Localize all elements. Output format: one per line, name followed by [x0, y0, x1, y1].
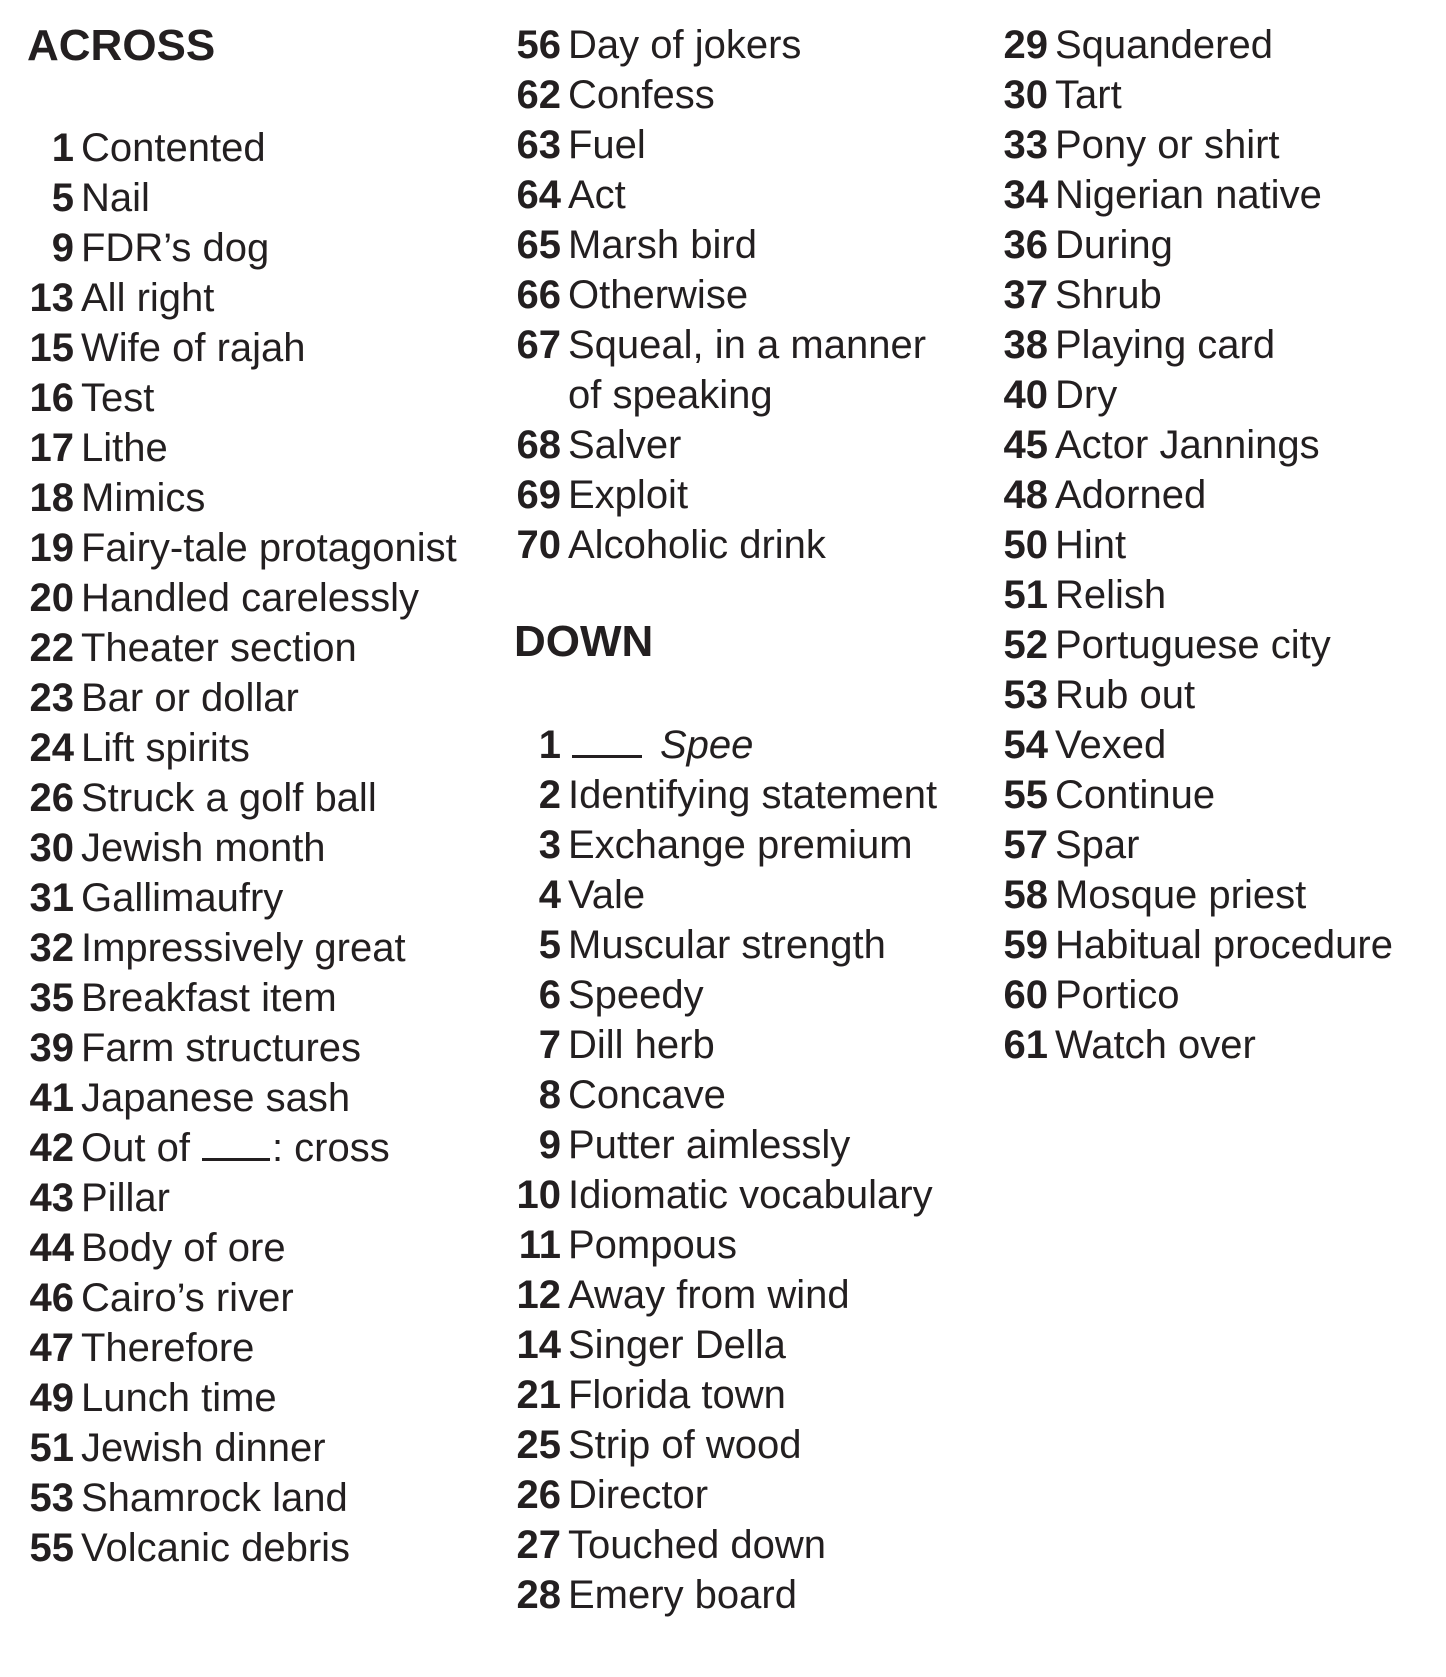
across-clue-31: 31 Gallimaufry	[29, 876, 284, 920]
across-clue-62: 62 Confess	[516, 73, 715, 117]
across-clue-42: 42 Out of : cross	[29, 1126, 390, 1170]
across-clue-18: 18 Mimics	[29, 476, 206, 520]
down-clue-2: 2 Identifying statement	[538, 773, 938, 817]
across-clue-35: 35 Breakfast item	[29, 976, 337, 1020]
down-clue-57: 57 Spar	[1003, 823, 1140, 867]
across-clue-22: 22 Theater section	[29, 626, 357, 670]
down-clue-9: 9 Putter aimlessly	[538, 1123, 851, 1167]
down-clue-34: 34 Nigerian native	[1003, 173, 1322, 217]
down-clue-11: 11 Pompous	[518, 1223, 737, 1267]
across-clue-68: 68 Salver	[516, 423, 682, 467]
across-clue-67: 67 Squeal, in a manner	[516, 323, 927, 367]
down-clue-3: 3 Exchange premium	[538, 823, 913, 867]
down-clue-60: 60 Portico	[1003, 973, 1180, 1017]
across-clue-39: 39 Farm structures	[29, 1026, 362, 1070]
across-clue-30: 30 Jewish month	[29, 826, 326, 870]
across-clue-63: 63 Fuel	[516, 123, 646, 167]
down-clue-52: 52 Portuguese city	[1003, 623, 1331, 667]
across-clue-55: 55 Volcanic debris	[29, 1526, 351, 1570]
down-clue-5: 5 Muscular strength	[538, 923, 886, 967]
across-clue-24: 24 Lift spirits	[29, 726, 250, 770]
down-clue-27: 27 Touched down	[516, 1523, 826, 1567]
across-clue-66: 66 Otherwise	[516, 273, 749, 317]
across-clue-44: 44 Body of ore	[29, 1226, 286, 1270]
down-clue-30: 30 Tart	[1003, 73, 1122, 117]
across-clue-46: 46 Cairo’s river	[29, 1276, 294, 1320]
across-clue-5: 5 Nail	[51, 176, 150, 220]
down-clue-26: 26 Director	[516, 1473, 709, 1517]
down-clue-51: 51 Relish	[1003, 573, 1167, 617]
down-clue-36: 36 During	[1003, 223, 1173, 267]
down-heading: DOWN	[514, 617, 654, 666]
down-clue-21: 21 Florida town	[516, 1373, 786, 1417]
down-clue-25: 25 Strip of wood	[516, 1423, 802, 1467]
across-clue-17: 17 Lithe	[29, 426, 168, 470]
down-clue-53: 53 Rub out	[1003, 673, 1196, 717]
across-clue-53: 53 Shamrock land	[29, 1476, 348, 1520]
down-clue-40: 40 Dry	[1003, 373, 1118, 417]
across-clue-15: 15 Wife of rajah	[29, 326, 306, 370]
down-clue-50: 50 Hint	[1003, 523, 1127, 567]
across-clue-47: 47 Therefore	[29, 1326, 255, 1370]
down-clue-7: 7 Dill herb	[538, 1023, 715, 1067]
down-clue-58: 58 Mosque priest	[1003, 873, 1307, 917]
down-clue-6: 6 Speedy	[538, 973, 704, 1017]
down-clue-55: 55 Continue	[1003, 773, 1216, 817]
down-clue-37: 37 Shrub	[1003, 273, 1162, 317]
across-clue-13: 13 All right	[29, 276, 215, 320]
answer-blank	[202, 1126, 270, 1161]
down-clue-28: 28 Emery board	[516, 1573, 797, 1617]
down-clue-48: 48 Adorned	[1003, 473, 1207, 517]
across-clue-64: 64 Act	[516, 173, 626, 217]
across-clue-51: 51 Jewish dinner	[29, 1426, 326, 1470]
across-heading: ACROSS	[27, 21, 216, 70]
down-clue-29: 29 Squandered	[1003, 23, 1273, 67]
across-clue-67-line2: of speaking	[568, 373, 773, 417]
down-clue-54: 54 Vexed	[1003, 723, 1167, 767]
down-clue-33: 33 Pony or shirt	[1003, 123, 1280, 167]
across-clue-49: 49 Lunch time	[29, 1376, 277, 1420]
down-clue-59: 59 Habitual procedure	[1003, 923, 1393, 967]
down-clue-14: 14 Singer Della	[516, 1323, 786, 1367]
across-clue-70: 70 Alcoholic drink	[516, 523, 826, 567]
across-clue-65: 65 Marsh bird	[516, 223, 757, 267]
down-clue-8: 8 Concave	[538, 1073, 726, 1117]
across-clue-23: 23 Bar or dollar	[29, 676, 299, 720]
answer-blank	[572, 723, 642, 758]
down-clue-38: 38 Playing card	[1003, 323, 1276, 367]
across-clue-1: 1 Contented	[51, 126, 266, 170]
across-clue-9: 9 FDR’s dog	[51, 226, 270, 270]
across-clue-32: 32 Impressively great	[29, 926, 406, 970]
down-clue-45: 45 Actor Jannings	[1003, 423, 1320, 467]
down-clue-1: 1 Spee	[538, 723, 754, 767]
down-clue-12: 12 Away from wind	[516, 1273, 850, 1317]
across-clue-16: 16 Test	[29, 376, 155, 420]
across-clue-56: 56 Day of jokers	[516, 23, 802, 67]
across-clue-26: 26 Struck a golf ball	[29, 776, 377, 820]
down-clue-10: 10 Idiomatic vocabulary	[516, 1173, 933, 1217]
across-clue-19: 19 Fairy-tale protagonist	[29, 526, 457, 570]
across-clue-20: 20 Handled carelessly	[29, 576, 419, 620]
across-clue-69: 69 Exploit	[516, 473, 689, 517]
down-clue-61: 61 Watch over	[1003, 1023, 1256, 1067]
down-clue-4: 4 Vale	[538, 873, 646, 917]
across-clue-41: 41 Japanese sash	[29, 1076, 351, 1120]
across-clue-43: 43 Pillar	[29, 1176, 170, 1220]
